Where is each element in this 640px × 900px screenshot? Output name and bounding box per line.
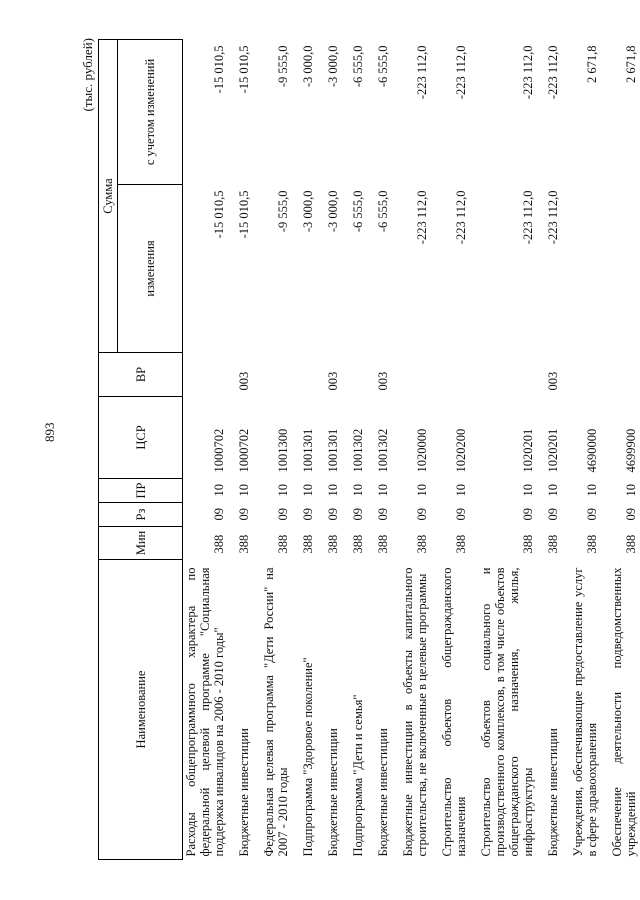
row-rz: 09 [326,508,341,521]
row-change: -3 000,0 [326,190,341,233]
row-min: 388 [326,534,341,554]
row-name: Бюджетные инвестиции [376,728,391,857]
row-pr: 10 [521,484,536,497]
header-vr: ВР [99,353,183,397]
row-pr: 10 [415,484,430,497]
row-csr: 1020200 [454,428,469,473]
header-sum: Сумма [99,40,118,353]
row-pr: 10 [212,484,227,497]
budget-table [98,39,639,860]
row-spacer [536,40,545,860]
header-pr: ПР [99,479,183,503]
row-change: -223 112,0 [521,190,536,245]
table-row [350,40,366,860]
row-csr: 1001301 [326,428,341,473]
unit-label: (тыс. рублей) [80,38,95,112]
row-rz: 09 [454,508,469,521]
table-row [375,40,391,860]
row-spacer [366,40,375,860]
row-total: -223 112,0 [546,45,561,100]
row-name: Учреждения, обеспечивающие предоставление услуг в сфере здравоохранения [571,567,600,857]
row-csr: 1000702 [212,428,227,473]
row-vr [439,353,469,397]
row-rz: 09 [276,508,291,521]
table-row [325,40,341,860]
row-total: -3 000,0 [301,45,316,88]
row-csr: 1001301 [301,428,316,473]
row-total: -6 555,0 [351,45,366,88]
row-csr: 1001302 [376,428,391,473]
row-total: -15 010,5 [212,45,227,94]
row-csr: 1000702 [237,428,252,473]
row-name: Федеральная целевая программа "Дети России" на 2007 - 2010 годы [262,567,291,857]
table-row [400,40,430,860]
row-csr: 1001300 [276,428,291,473]
row-min: 388 [454,534,469,554]
row-csr: 1020000 [415,428,430,473]
row-change: -6 555,0 [351,190,366,233]
row-min: 388 [212,534,227,554]
row-name: Бюджетные инвестиции [546,728,561,857]
row-pr: 10 [351,484,366,497]
header-rz: Рз [99,503,183,527]
row-spacer [341,40,350,860]
row-rz: 09 [212,508,227,521]
row-rz: 09 [376,508,391,521]
row-change: -223 112,0 [546,190,561,245]
row-spacer [316,40,325,860]
row-pr: 10 [624,484,639,497]
row-csr: 4699900 [624,428,639,473]
row-spacer [291,40,300,860]
row-csr: 1020201 [546,428,561,473]
row-vr [609,353,639,397]
row-min: 388 [301,534,316,554]
row-change [609,185,639,353]
row-vr: 003 [546,371,561,391]
row-pr: 10 [585,484,600,497]
table-row [300,40,316,860]
row-spacer [561,40,570,860]
header-total: с учетом изменений [118,40,183,185]
table-row [478,40,536,860]
row-name: Расходы общепрограммного характера по федеральной целевой программе "Социальная поддержка инвалидов на 2006 - 2010 годы" [184,567,227,857]
row-rz: 09 [301,508,316,521]
row-name: Строительство объектов общегражданского назначения [440,567,469,857]
row-vr [261,353,291,397]
row-min: 388 [546,534,561,554]
row-change: -223 112,0 [415,190,430,245]
budget-page [80,30,639,860]
row-min: 388 [276,534,291,554]
table-row [609,40,639,860]
row-total: -15 010,5 [237,45,252,94]
row-min: 388 [624,534,639,554]
row-min: 388 [521,534,536,554]
row-pr: 10 [454,484,469,497]
row-total: -223 112,0 [415,45,430,100]
header-csr: ЦСР [99,397,183,479]
row-name: Строительство объектов социального и производственного комплексов, в том числе объектов общегражданского назначения, жилья, инфраструктуры [479,567,536,857]
row-spacer [600,40,609,860]
row-min: 388 [376,534,391,554]
row-change: -9 555,0 [276,190,291,233]
row-change: -15 010,5 [212,190,227,239]
row-total: -3 000,0 [326,45,341,88]
row-pr: 10 [301,484,316,497]
header-min: Мин [99,527,183,560]
row-vr [183,353,228,397]
row-spacer [252,40,261,860]
table-row [439,40,469,860]
row-rz: 09 [624,508,639,521]
row-csr: 4690000 [585,428,600,473]
row-vr [478,353,536,397]
row-spacer [469,40,478,860]
row-rz: 09 [521,508,536,521]
row-total: -223 112,0 [521,45,536,100]
row-name: Подпрограмма "Здоровое поколение" [301,657,316,857]
table-row [570,40,600,860]
row-vr [300,353,316,397]
row-change: -6 555,0 [376,190,391,233]
table-row [545,40,561,860]
row-min: 388 [415,534,430,554]
header-change: изменения [118,185,183,353]
row-min: 388 [237,534,252,554]
row-pr: 10 [376,484,391,497]
row-pr: 10 [326,484,341,497]
row-name: Подпрограмма "Дети и семья" [351,694,366,857]
row-rz: 09 [546,508,561,521]
row-csr: 1001302 [351,428,366,473]
row-vr: 003 [326,371,341,391]
row-name: Бюджетные инвестиции в объекты капитального строительства, не включенные в целевые программы [401,567,430,857]
row-spacer [227,40,236,860]
row-total: 2 671,8 [585,45,600,83]
row-spacer [430,40,439,860]
row-rz: 09 [415,508,430,521]
row-name: Бюджетные инвестиции [237,728,252,857]
row-pr: 10 [546,484,561,497]
row-total: -6 555,0 [376,45,391,88]
row-vr [350,353,366,397]
row-pr: 10 [237,484,252,497]
table-body [183,40,640,860]
page-number: 893 [42,422,57,442]
table-row [236,40,252,860]
row-vr: 003 [237,371,252,391]
row-vr [570,353,600,397]
row-total: 2 671,8 [624,45,639,83]
row-min: 388 [585,534,600,554]
row-change: -3 000,0 [301,190,316,233]
row-rz: 09 [237,508,252,521]
row-total: -9 555,0 [276,45,291,88]
row-name: Бюджетные инвестиции [326,728,341,857]
table-row [183,40,228,860]
row-min: 388 [351,534,366,554]
row-change: -15 010,5 [237,190,252,239]
row-csr: 1020201 [521,428,536,473]
row-rz: 09 [585,508,600,521]
table-row [261,40,291,860]
row-change: -223 112,0 [454,190,469,245]
row-rz: 09 [351,508,366,521]
row-vr: 003 [376,371,391,391]
row-pr: 10 [276,484,291,497]
row-total: -223 112,0 [454,45,469,100]
row-spacer [391,40,400,860]
row-name: Обеспечение деятельности подведомственных учреждений [610,567,639,857]
row-vr [400,353,430,397]
header-name: Наименование [99,560,183,860]
row-change [570,185,600,353]
